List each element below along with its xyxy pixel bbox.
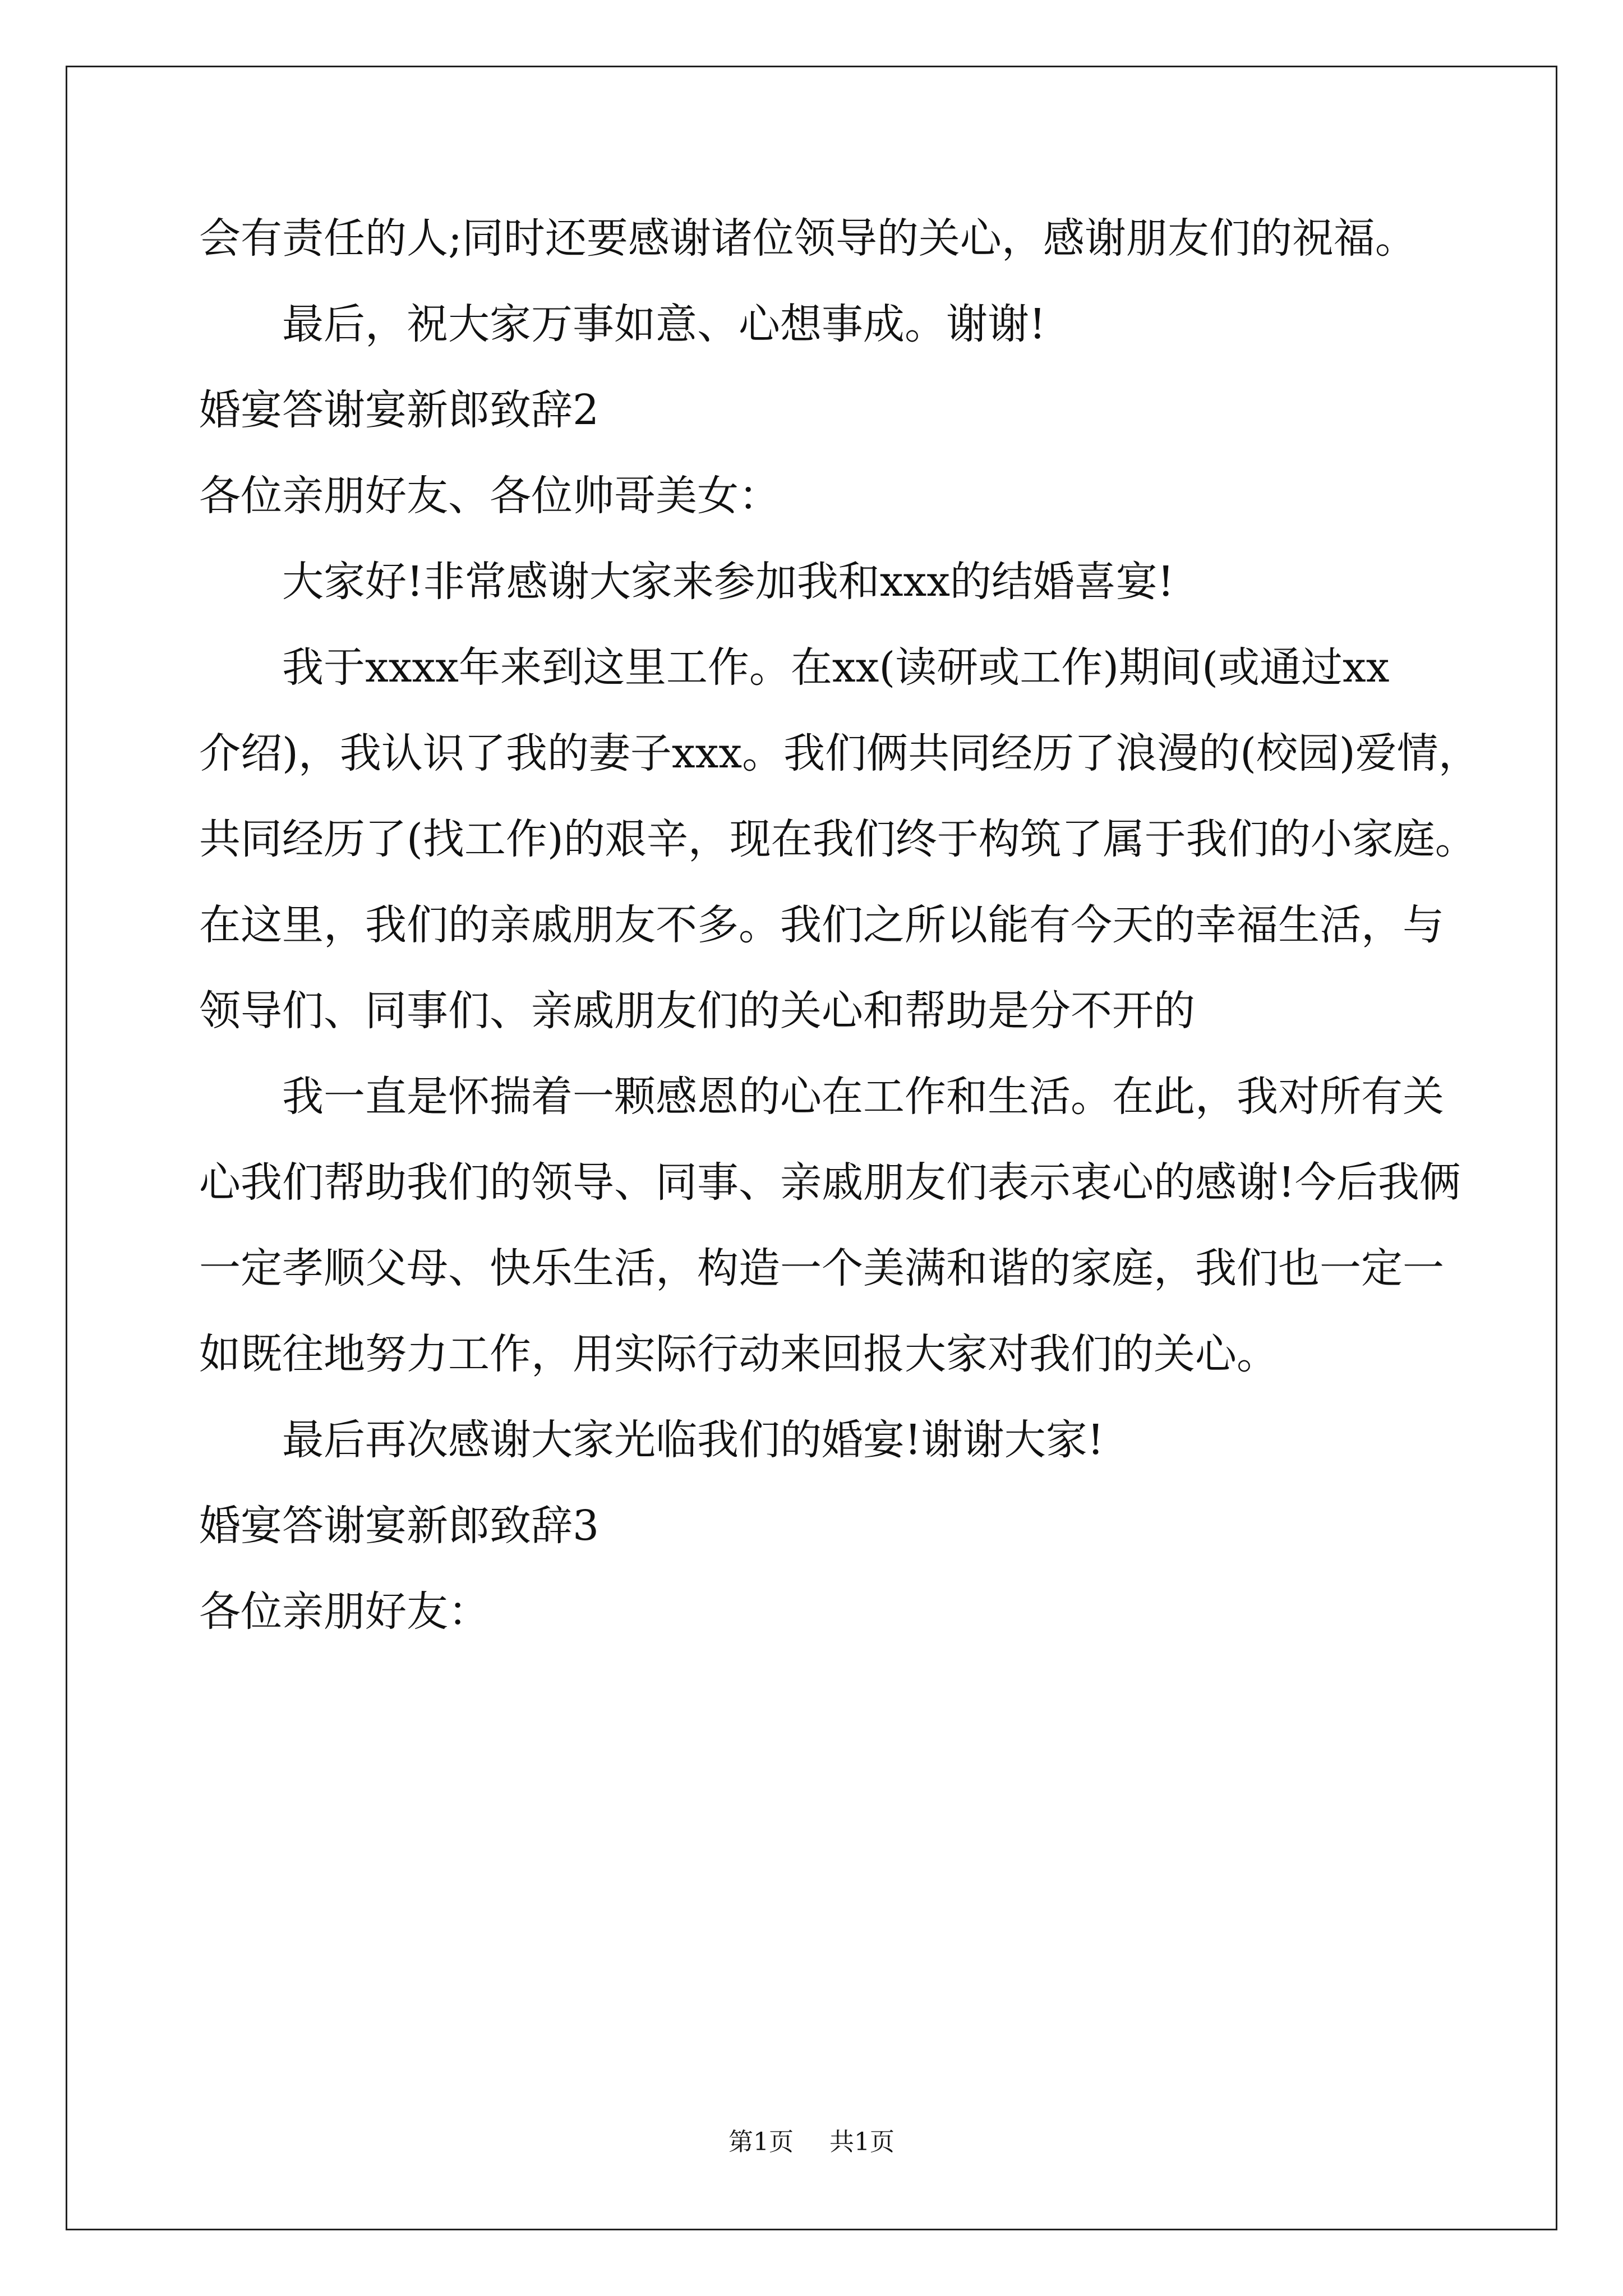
paragraph-line: 心我们帮助我们的领导、同事、亲戚朋友们表示衷心的感谢!今后我俩 [199,1158,1461,1207]
section-heading: 婚宴答谢宴新郎致辞3 [199,1502,600,1550]
paragraph-line: 我一直是怀揣着一颗感恩的心在工作和生活。在此，我对所有关 [282,1073,1444,1121]
page-number: 第1页 [728,2128,794,2156]
paragraph-line: 一定孝顺父母、快乐生活，构造一个美满和谐的家庭，我们也一定一 [199,1244,1444,1292]
paragraph-line: 会有责任的人;同时还要感谢诸位领导的关心，感谢朋友们的祝福。 [199,214,1417,263]
paragraph-line: 最后再次感谢大家光临我们的婚宴!谢谢大家! [282,1416,1104,1464]
salutation: 各位亲朋好友、各位帅哥美女： [199,472,780,520]
page-total: 共1页 [829,2128,895,2156]
section-heading: 婚宴答谢宴新郎致辞2 [199,386,600,434]
paragraph-line: 领导们、同事们、亲戚朋友们的关心和帮助是分不开的 [199,987,1195,1035]
paragraph-line: 介绍)，我认识了我的妻子xxx。我们俩共同经历了浪漫的(校园)爱情， [199,729,1480,777]
paragraph-line: 共同经历了(找工作)的艰辛，现在我们终于构筑了属于我们的小家庭。 [199,815,1477,863]
paragraph-line: 如既往地努力工作，用实际行动来回报大家对我们的关心。 [199,1330,1278,1378]
paragraph-line: 大家好!非常感谢大家来参加我和xxx的结婚喜宴! [282,558,1174,606]
paragraph-line: 在这里，我们的亲戚朋友不多。我们之所以能有今天的幸福生活，与 [199,901,1444,949]
salutation: 各位亲朋好友： [199,1588,490,1636]
page-footer [0,2122,1623,2157]
paragraph-line: 我于xxxx年来到这里工作。在xx(读研或工作)期间(或通过xx [282,643,1390,692]
paragraph-line: 最后，祝大家万事如意、心想事成。谢谢! [282,300,1046,348]
